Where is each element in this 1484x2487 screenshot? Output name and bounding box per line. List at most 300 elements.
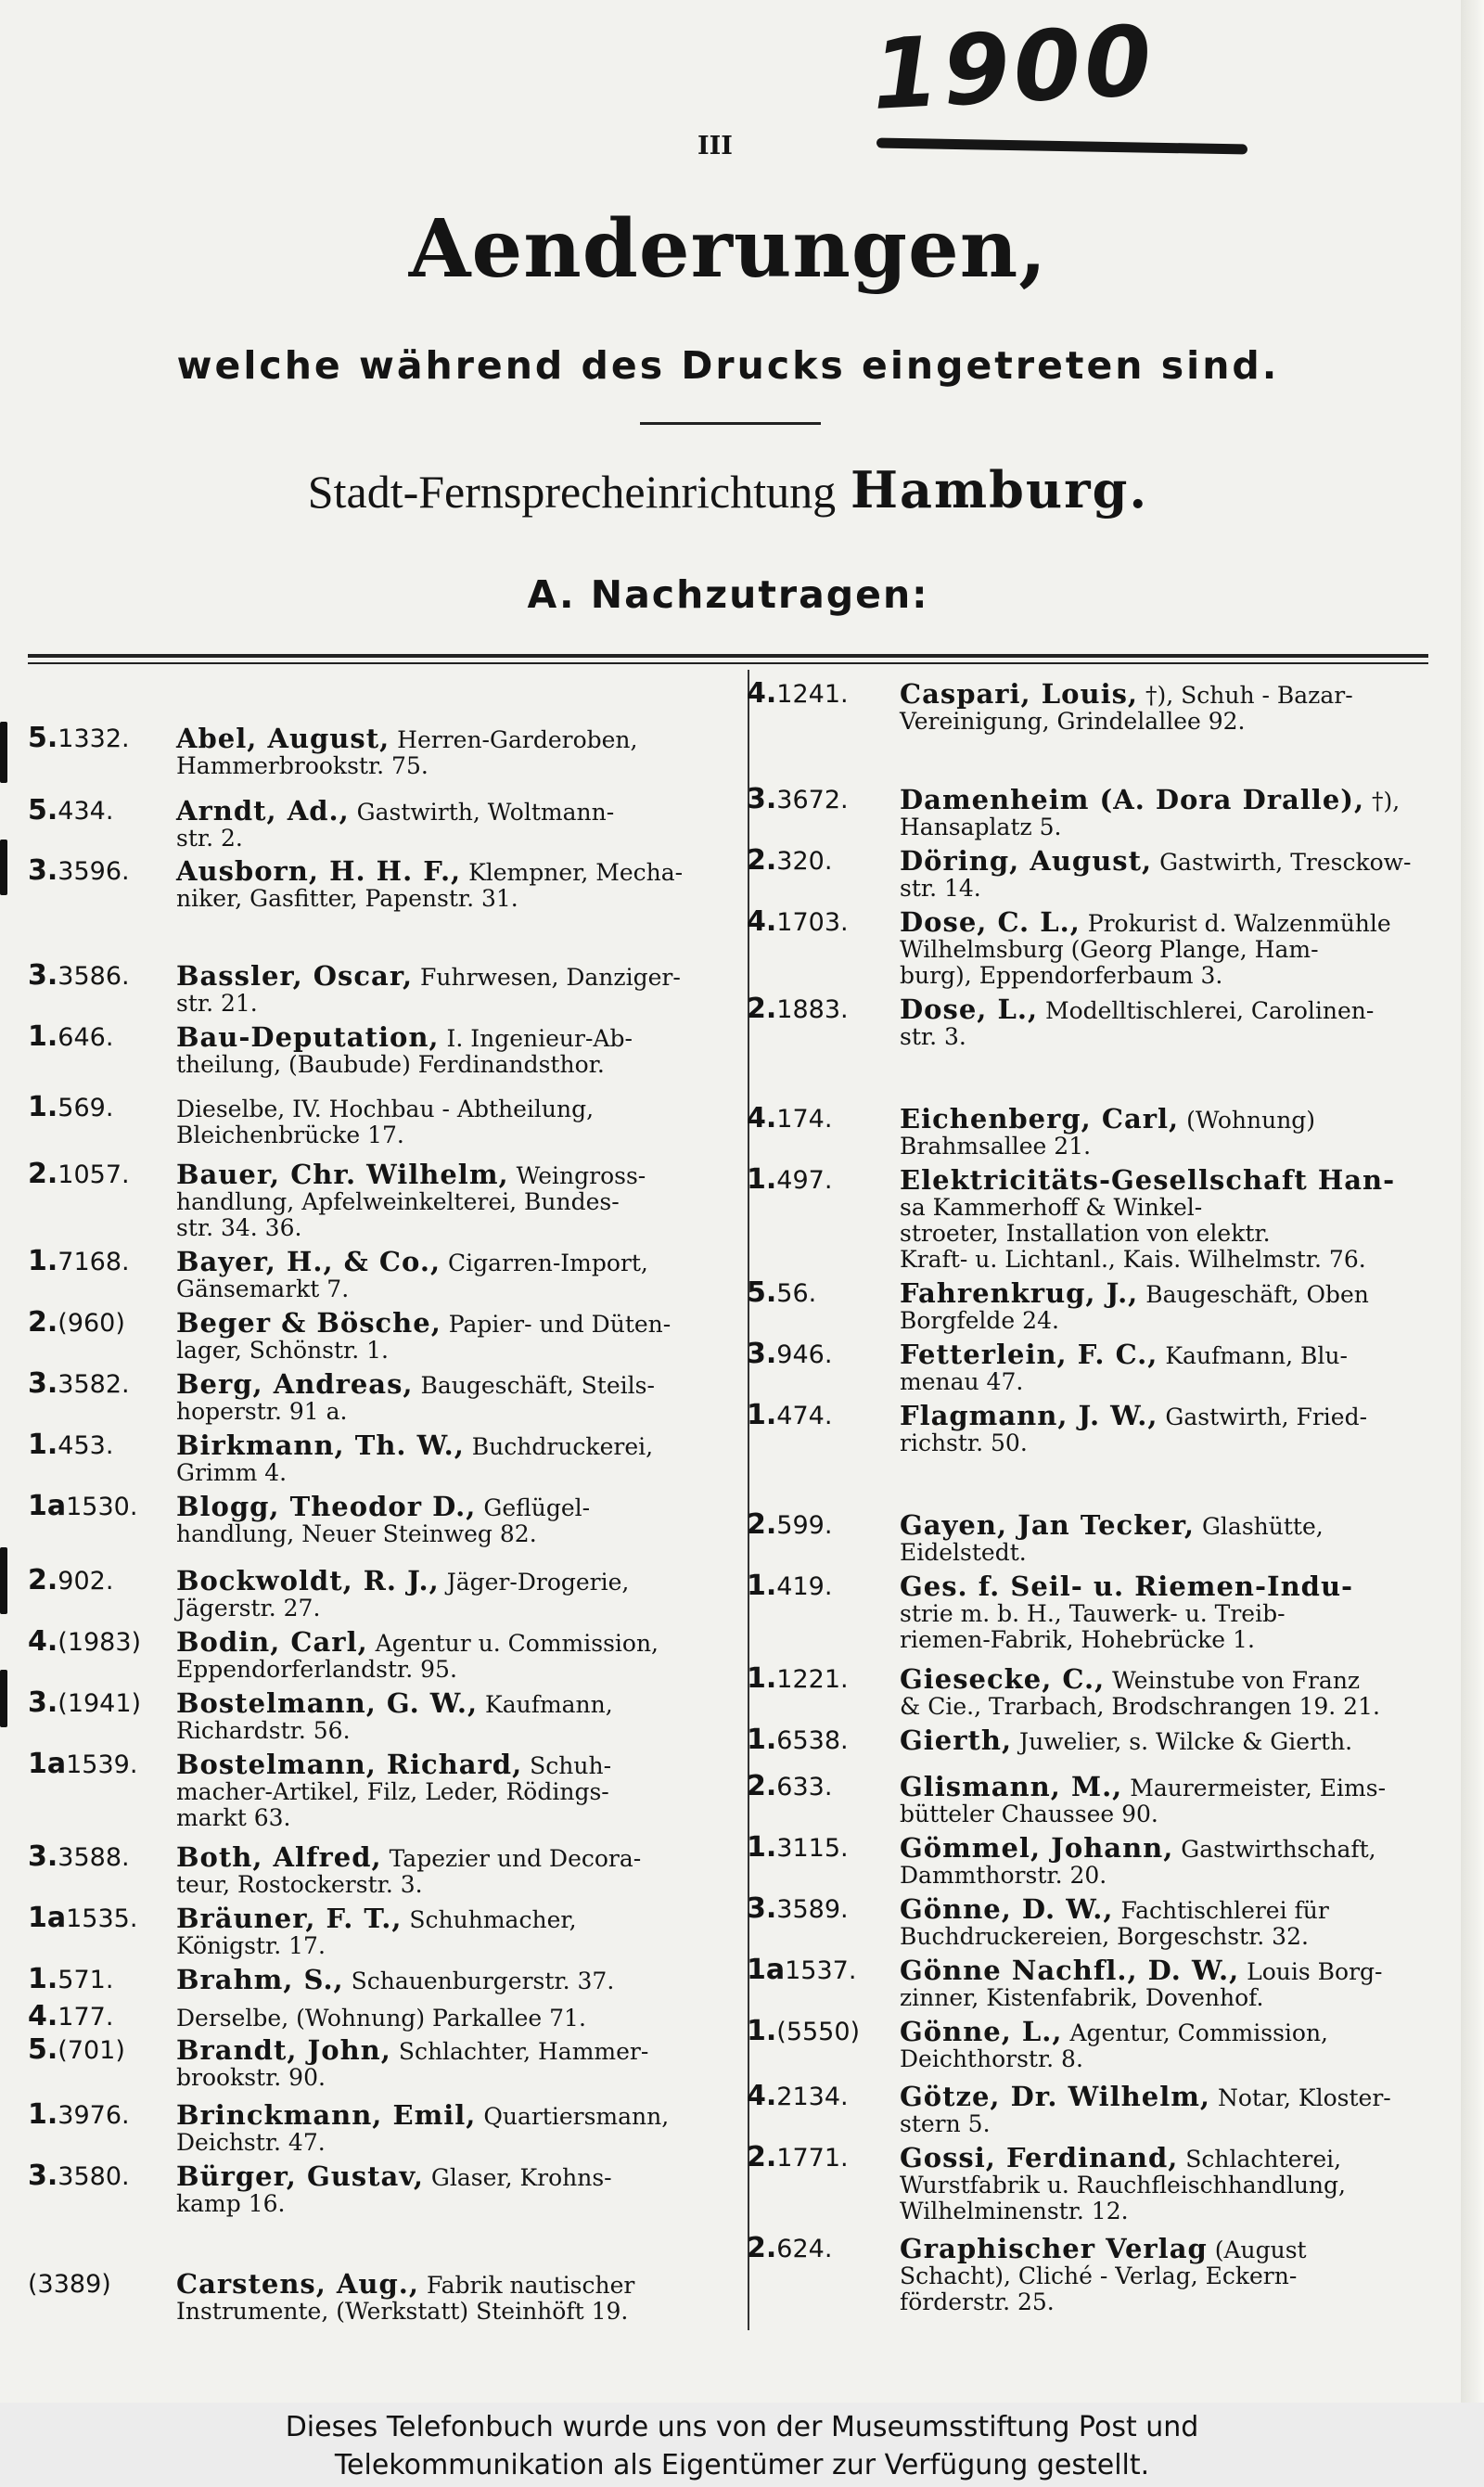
exchange-number: 1. (28, 2098, 58, 2131)
exchange-number: 2. (28, 1306, 58, 1339)
entry-detail: Papier- und Düten- (448, 1311, 672, 1338)
entry-text (900, 1164, 1452, 1273)
entry-detail-3: riemen-Fabrik, Hohebrücke 1. (900, 1626, 1255, 1653)
phone-number (28, 1840, 130, 1873)
subscriber-name: Gossi, Ferdinand, (900, 2142, 1179, 2173)
exchange-number: 1. (28, 1091, 58, 1123)
entry-detail: †), (1372, 788, 1401, 814)
subscriber-name: Beger & Bösche, (176, 1307, 441, 1339)
entry-detail-2: Wurstfabrik u. Rauchfleischhandlung, (900, 2172, 1346, 2199)
entry-detail-2: kamp 16. (176, 2190, 286, 2217)
entry-detail-2: Jägerstr. 27. (176, 1595, 321, 1622)
phone-number (747, 844, 833, 877)
line-number: 1703. (776, 908, 849, 937)
exchange-number: 1. (747, 1724, 777, 1756)
directory-entry (747, 1662, 1452, 1720)
entry-detail-2: Gänsemarkt 7. (176, 1276, 350, 1302)
directory-entry (28, 1020, 747, 1078)
subscriber-name: Caspari, Louis, (900, 678, 1139, 710)
entry-text (176, 1905, 747, 1959)
exchange-number: 1. (747, 2015, 777, 2047)
entry-detail: Derselbe, (Wohnung) Parkallee 71. (176, 2005, 586, 2032)
phone-number (28, 1564, 114, 1596)
directory-entry (28, 1840, 747, 1898)
line-number: 902. (58, 1567, 114, 1596)
directory-entry (28, 1158, 747, 1241)
line-number: 1539. (66, 1750, 138, 1779)
directory-entry (28, 854, 747, 912)
subscriber-name: Bassler, Oscar, (176, 960, 414, 992)
entry-text (900, 1663, 1452, 1720)
subscriber-name: Bauer, Chr. Wilhelm, (176, 1159, 509, 1190)
entry-detail-2: Brahmsallee 21. (900, 1133, 1092, 1160)
directory-entry (747, 677, 1452, 735)
line-number: 1057. (58, 1160, 130, 1189)
subscriber-name: Gömmel, Johann, (900, 1832, 1174, 1864)
directory-entry (747, 1276, 1452, 1334)
directory-entry (28, 1963, 747, 1995)
entry-detail: Glashütte, (1201, 1513, 1324, 1540)
entry-text (176, 1368, 747, 1425)
entry-detail-2: Wilhelmsburg (Georg Plange, Ham- (900, 936, 1319, 963)
entry-detail-2: Königstr. 17. (176, 1932, 326, 1959)
entry-detail: Jäger-Drogerie, (446, 1569, 630, 1596)
line-number: 1530. (66, 1493, 138, 1521)
exchange-number: 5. (747, 1276, 777, 1309)
phone-number (28, 854, 130, 887)
entry-detail-2: Eidelstedt. (900, 1539, 1027, 1566)
line-number: 419. (776, 1572, 833, 1601)
directory-entry (28, 1091, 747, 1148)
phone-number (28, 1963, 114, 1995)
subscriber-name: Dose, C. L., (900, 906, 1081, 938)
exchange-number: 1. (28, 1020, 58, 1053)
line-number: 497. (776, 1166, 833, 1195)
phone-number (28, 1245, 130, 1277)
directory-entry (28, 1306, 747, 1364)
subscriber-name: Gayen, Jan Tecker, (900, 1509, 1195, 1541)
entry-text (900, 1832, 1452, 1889)
exchange-number: 3. (28, 1840, 58, 1873)
entry-detail-2: niker, Gasfitter, Papenstr. 31. (176, 885, 518, 912)
entry-detail: Klempner, Mecha- (468, 859, 684, 886)
phone-number (28, 1625, 142, 1658)
entry-detail-2: Buchdruckereien, Borgeschstr. 32. (900, 1923, 1309, 1950)
page-edge (1461, 0, 1484, 2403)
line-number: (1941) (58, 1689, 142, 1718)
subscriber-name: Götze, Dr. Wilhelm, (900, 2081, 1210, 2112)
phone-number (28, 2098, 130, 2131)
entry-detail: Baugeschäft, Oben (1145, 1281, 1369, 1308)
directory-entry (28, 1564, 747, 1622)
entry-detail-4: Kraft- u. Lichtanl., Kais. Wilhelmstr. 76. (900, 1246, 1366, 1273)
phone-number (28, 2000, 114, 2032)
entry-detail: Maurermeister, Eims- (1130, 1775, 1387, 1801)
directory-entry (747, 1570, 1452, 1653)
exchange-number: 1a (28, 1748, 67, 1780)
directory-entry (28, 1625, 747, 1683)
entry-detail: Fachtischlerei für (1120, 1897, 1329, 1924)
entry-text (176, 1964, 747, 1995)
subscriber-name: Berg, Andreas, (176, 1368, 414, 1400)
entry-detail-3: förderstr. 25. (900, 2288, 1055, 2315)
entry-text (176, 1565, 747, 1622)
entry-detail-2: Borgfelde 24. (900, 1307, 1059, 1334)
entry-text (176, 1841, 747, 1898)
entry-detail-2: theilung, (Baubude) Ferdinandsthor. (176, 1051, 605, 1078)
directory-entry (28, 1245, 747, 1302)
entry-detail: Schauenburgerstr. 37. (351, 1968, 615, 1994)
entry-text (900, 1509, 1452, 1566)
directory-entry (28, 2000, 747, 2032)
phone-number (28, 1020, 114, 1053)
exchange-number: 1. (747, 1662, 777, 1695)
exchange-number: 2. (747, 2141, 777, 2173)
line-number: 1537. (785, 1956, 857, 1985)
page-number: III (697, 132, 733, 160)
exchange-number: 2. (747, 1508, 777, 1541)
entry-detail: Buchdruckerei, (471, 1433, 654, 1460)
exchange-number: 3. (747, 1892, 777, 1925)
line-number: 1771. (776, 2144, 849, 2173)
exchange-number: 3. (747, 783, 777, 815)
line-number: 3115. (776, 1834, 849, 1863)
directory-entry (28, 1367, 747, 1425)
entry-text (176, 2034, 747, 2091)
exchange-number: 2. (747, 844, 777, 877)
subscriber-name: Bockwoldt, R. J., (176, 1565, 440, 1596)
divider-thick (28, 654, 1428, 658)
entry-detail-2: Instrumente, (Werkstatt) Steinhöft 19. (176, 2298, 629, 2325)
subscriber-name: Bau-Deputation, (176, 1021, 440, 1053)
entry-detail-2: Schacht), Cliché - Verlag, Eckern- (900, 2263, 1298, 2289)
line-number: 434. (58, 797, 114, 826)
section-heading-prefix: Stadt-Fernsprecheinrichtung (307, 466, 837, 518)
handwritten-underline (876, 138, 1247, 155)
phone-number (28, 1686, 142, 1719)
phone-number (747, 993, 849, 1025)
phone-number (747, 1892, 849, 1925)
line-number: (1983) (58, 1628, 142, 1657)
subscriber-name: Ausborn, H. H. F., (176, 855, 462, 887)
phone-number (28, 722, 130, 754)
phone-number (747, 1724, 849, 1756)
entry-detail: Dieselbe, IV. Hochbau - Abtheilung, (176, 1096, 595, 1122)
directory-entry (747, 1724, 1452, 1756)
entry-detail-2: richstr. 50. (900, 1429, 1028, 1456)
directory-entry (747, 1770, 1452, 1827)
entry-detail-2: Richardstr. 56. (176, 1717, 351, 1744)
entry-detail: Gastwirthschaft, (1181, 1836, 1376, 1863)
line-number: 633. (776, 1773, 833, 1801)
directory-entry (747, 783, 1452, 840)
directory-entry (747, 1954, 1452, 2011)
entry-detail: Schuhmacher, (409, 1906, 577, 1933)
directory-entry (28, 1429, 747, 1486)
directory-entry (747, 1338, 1452, 1395)
entry-detail-2: macher-Artikel, Filz, Leder, Rödings- (176, 1778, 609, 1805)
phone-number (747, 1831, 849, 1864)
subscriber-name: Blogg, Theodor D., (176, 1491, 477, 1522)
entry-text (900, 1277, 1452, 1334)
footer-line-1: Dieses Telefonbuch wurde uns von der Museumsstiftung Post und (285, 2411, 1199, 2443)
line-number: 1221. (776, 1665, 849, 1694)
handwritten-year: 1900 (869, 4, 1158, 132)
entry-detail-2: str. 2. (176, 825, 243, 852)
entry-detail: Glaser, Krohns- (430, 2164, 612, 2191)
exchange-number: 4. (28, 1625, 58, 1658)
exchange-number: 2. (747, 1770, 777, 1802)
entry-detail: Kaufmann, (485, 1691, 613, 1718)
subscriber-name: Ges. f. Seil- u. Riemen-Indu- (900, 1570, 1354, 1602)
subscriber-name: Bräuner, F. T., (176, 1903, 403, 1934)
directory-entry (28, 959, 747, 1017)
entry-text (900, 2233, 1452, 2315)
line-number: 6538. (776, 1726, 849, 1755)
subscriber-name: Giesecke, C., (900, 1663, 1106, 1695)
exchange-number: 1. (28, 1429, 58, 1461)
directory-entry (28, 2160, 747, 2217)
directory-entry (747, 844, 1452, 902)
subscriber-name: Glismann, M., (900, 1771, 1123, 1802)
line-number: 569. (58, 1094, 114, 1122)
entry-text (176, 2004, 747, 2032)
subscriber-name: Brahm, S., (176, 1964, 344, 1995)
entry-detail-2: Deichstr. 47. (176, 2129, 326, 2156)
exchange-number: 1. (28, 1963, 58, 1995)
entry-detail: Geflügel- (483, 1494, 591, 1521)
exchange-number: 3. (28, 2160, 58, 2192)
entry-text (900, 678, 1452, 735)
entry-detail: Herren-Garderoben, (397, 726, 638, 753)
line-number: 3976. (58, 2101, 130, 2130)
subscriber-name: Abel, August, (176, 723, 390, 754)
footer-notice (0, 2403, 1484, 2487)
directory-entry (747, 993, 1452, 1050)
line-number: (701) (58, 2036, 125, 2065)
phone-number (747, 2015, 861, 2047)
entry-text (176, 725, 747, 779)
line-number: 3672. (776, 786, 849, 814)
exchange-number: 4. (747, 2080, 777, 2112)
directory-entry (28, 2098, 747, 2156)
line-number: 2134. (776, 2083, 849, 2111)
entry-detail-3: str. 34. 36. (176, 1214, 302, 1241)
entry-text (900, 1341, 1452, 1395)
entry-text (176, 2160, 747, 2217)
entry-detail: †), Schuh - Bazar- (1145, 682, 1353, 709)
entry-detail: Quartiersmann, (483, 2103, 670, 2130)
entry-detail: Gastwirth, Fried- (1165, 1404, 1368, 1430)
exchange-number: 4. (747, 905, 777, 938)
subscriber-name: Fetterlein, F. C., (900, 1339, 1158, 1370)
line-number: 946. (776, 1340, 833, 1369)
entry-detail: Cigarren-Import, (448, 1250, 648, 1276)
entry-text (176, 2099, 747, 2156)
directory-entry (747, 2080, 1452, 2137)
phone-number (747, 2080, 849, 2112)
entry-detail-2: Hansaplatz 5. (900, 814, 1062, 840)
entry-text (900, 1724, 1452, 1756)
entry-detail-2: zinner, Kistenfabrik, Dovenhof. (900, 1984, 1264, 2011)
line-number: 3588. (58, 1843, 130, 1872)
directory-entry (747, 1102, 1452, 1160)
line-number: 3580. (58, 2162, 130, 2191)
line-number: 3596. (58, 857, 130, 886)
phone-number (747, 1399, 833, 1431)
phone-number (28, 2271, 111, 2298)
subtitle: welche während des Drucks eingetreten sind. (176, 343, 1280, 388)
directory-entry (28, 2033, 747, 2091)
entry-text (900, 996, 1452, 1050)
margin-marker (0, 1547, 7, 1614)
subscriber-name: Bayer, H., & Co., (176, 1246, 441, 1277)
entry-detail: I. Ingenieur-Ab- (446, 1025, 633, 1052)
phone-number (28, 1158, 130, 1190)
exchange-number: 3. (28, 1367, 58, 1400)
directory-entry (28, 1686, 747, 1744)
entry-text (176, 1429, 747, 1486)
phone-number (28, 1902, 138, 1934)
directory-entry (747, 1399, 1452, 1456)
entry-detail-2: hoperstr. 91 a. (176, 1398, 348, 1425)
entry-detail: Schuh- (530, 1752, 612, 1779)
line-number: 624. (776, 2235, 833, 2263)
line-number: 453. (58, 1431, 114, 1460)
entry-detail-2: bütteler Chaussee 90. (900, 1801, 1158, 1827)
subscriber-name: Graphischer Verlag (900, 2233, 1208, 2264)
line-number: 3582. (58, 1370, 130, 1399)
exchange-number: 5. (28, 2033, 58, 2066)
section-heading-city: Hamburg. (851, 460, 1149, 519)
margin-marker (0, 722, 7, 783)
entry-detail-2: handlung, Apfelweinkelterei, Bundes- (176, 1188, 620, 1215)
subscriber-name: Carstens, Aug., (176, 2268, 419, 2300)
section-heading (0, 460, 1456, 519)
phone-number (28, 1306, 125, 1339)
subscriber-name: Arndt, Ad., (176, 795, 350, 827)
entry-detail: (Wohnung) (1186, 1107, 1316, 1134)
entry-detail: Agentur u. Commission, (375, 1630, 659, 1657)
phone-number (28, 2033, 125, 2066)
entry-text (900, 2016, 1452, 2072)
entry-detail-2: Vereinigung, Grindelallee 92. (900, 708, 1246, 735)
line-number: 571. (58, 1966, 114, 1994)
line-number: 599. (776, 1511, 833, 1540)
divider-thin (28, 662, 1428, 664)
entry-text (176, 1246, 747, 1302)
entry-detail-2: lager, Schönstr. 1. (176, 1337, 390, 1364)
entry-detail: Tapezier und Decora- (389, 1845, 642, 1872)
phone-number (747, 1338, 833, 1370)
line-number: 7168. (58, 1248, 130, 1276)
exchange-number: 4. (747, 677, 777, 710)
phone-number (28, 1748, 138, 1780)
exchange-number: 2. (747, 2232, 777, 2264)
entry-detail-3: stroeter, Installation von elektr. (900, 1220, 1271, 1247)
entry-detail-2: strie m. b. H., Tauwerk- u. Treib- (900, 1600, 1286, 1627)
entry-text (176, 1751, 747, 1831)
directory-entry (747, 2141, 1452, 2224)
entry-detail: Gastwirth, Tresckow- (1159, 849, 1412, 876)
entry-detail: Schlachter, Hammer- (398, 2038, 649, 2065)
entry-detail-2: menau 47. (900, 1368, 1024, 1395)
entry-detail-2: str. 14. (900, 875, 981, 902)
subscriber-name: Dose, L., (900, 994, 1039, 1025)
entry-text (176, 1021, 747, 1078)
entry-detail: Kaufmann, Blu- (1165, 1342, 1348, 1369)
line-number: (5550) (776, 2018, 861, 2046)
directory-entry (747, 1508, 1452, 1566)
entry-text (900, 845, 1452, 902)
entry-detail: Baugeschäft, Steils- (420, 1372, 655, 1399)
phone-number (747, 2232, 833, 2264)
phone-number (28, 794, 114, 827)
entry-detail: (August (1214, 2237, 1307, 2263)
entry-detail-2: Eppendorferlandstr. 95. (176, 1656, 457, 1683)
entry-text (900, 784, 1452, 840)
entry-detail-3: burg), Eppendorferbaum 3. (900, 962, 1223, 989)
entry-text (176, 1687, 747, 1744)
entry-text (176, 1307, 747, 1364)
entry-detail-2: sa Kammerhoff & Winkel- (900, 1194, 1203, 1221)
line-number: 56. (776, 1279, 817, 1308)
phone-number (747, 1102, 833, 1135)
phone-number (28, 959, 130, 992)
exchange-number: 2. (28, 1158, 58, 1190)
exchange-number: 3. (28, 854, 58, 887)
footer-line-2: Telekommunikation als Eigentümer zur Verfügung gestellt. (334, 2449, 1150, 2481)
line-number: 646. (58, 1023, 114, 1052)
directory-entry (747, 1831, 1452, 1889)
entry-text (900, 1893, 1452, 1950)
directory-entry (28, 722, 747, 779)
entry-detail-2: Dammthorstr. 20. (900, 1862, 1107, 1889)
exchange-number: 1a (28, 1490, 67, 1522)
subscriber-name: Döring, August, (900, 845, 1153, 877)
entry-text (900, 2142, 1452, 2224)
entry-detail-2: Bleichenbrücke 17. (176, 1122, 404, 1148)
subscriber-name: Bürger, Gustav, (176, 2160, 424, 2192)
entry-detail-2: Grimm 4. (176, 1459, 288, 1486)
directory-entry (747, 905, 1452, 989)
phone-number (747, 1954, 857, 1986)
exchange-number: 3. (747, 1338, 777, 1370)
subscriber-name: Flagmann, J. W., (900, 1400, 1158, 1431)
entry-detail: Notar, Kloster- (1217, 2084, 1391, 2111)
exchange-number: 1. (747, 1831, 777, 1864)
entry-text (176, 2268, 747, 2325)
line-number: 474. (776, 1402, 833, 1430)
line-number: 320. (776, 847, 833, 876)
directory-entry (28, 794, 747, 852)
exchange-number: 2. (28, 1564, 58, 1596)
entry-detail: Louis Borg- (1247, 1958, 1383, 1985)
line-number: 3589. (776, 1895, 849, 1924)
exchange-number: 3. (28, 1686, 58, 1719)
phone-number (747, 677, 849, 710)
margin-marker (0, 1670, 7, 1727)
directory-entry (28, 2268, 747, 2325)
phone-number (747, 2141, 849, 2173)
subscriber-name: Brinckmann, Emil, (176, 2099, 477, 2131)
phone-number (747, 1662, 849, 1695)
directory-entry (28, 1902, 747, 1959)
entry-text (900, 2083, 1452, 2137)
phone-number (28, 1490, 138, 1522)
subscriber-name: Gönne, L., (900, 2016, 1063, 2047)
phone-number (747, 905, 849, 938)
